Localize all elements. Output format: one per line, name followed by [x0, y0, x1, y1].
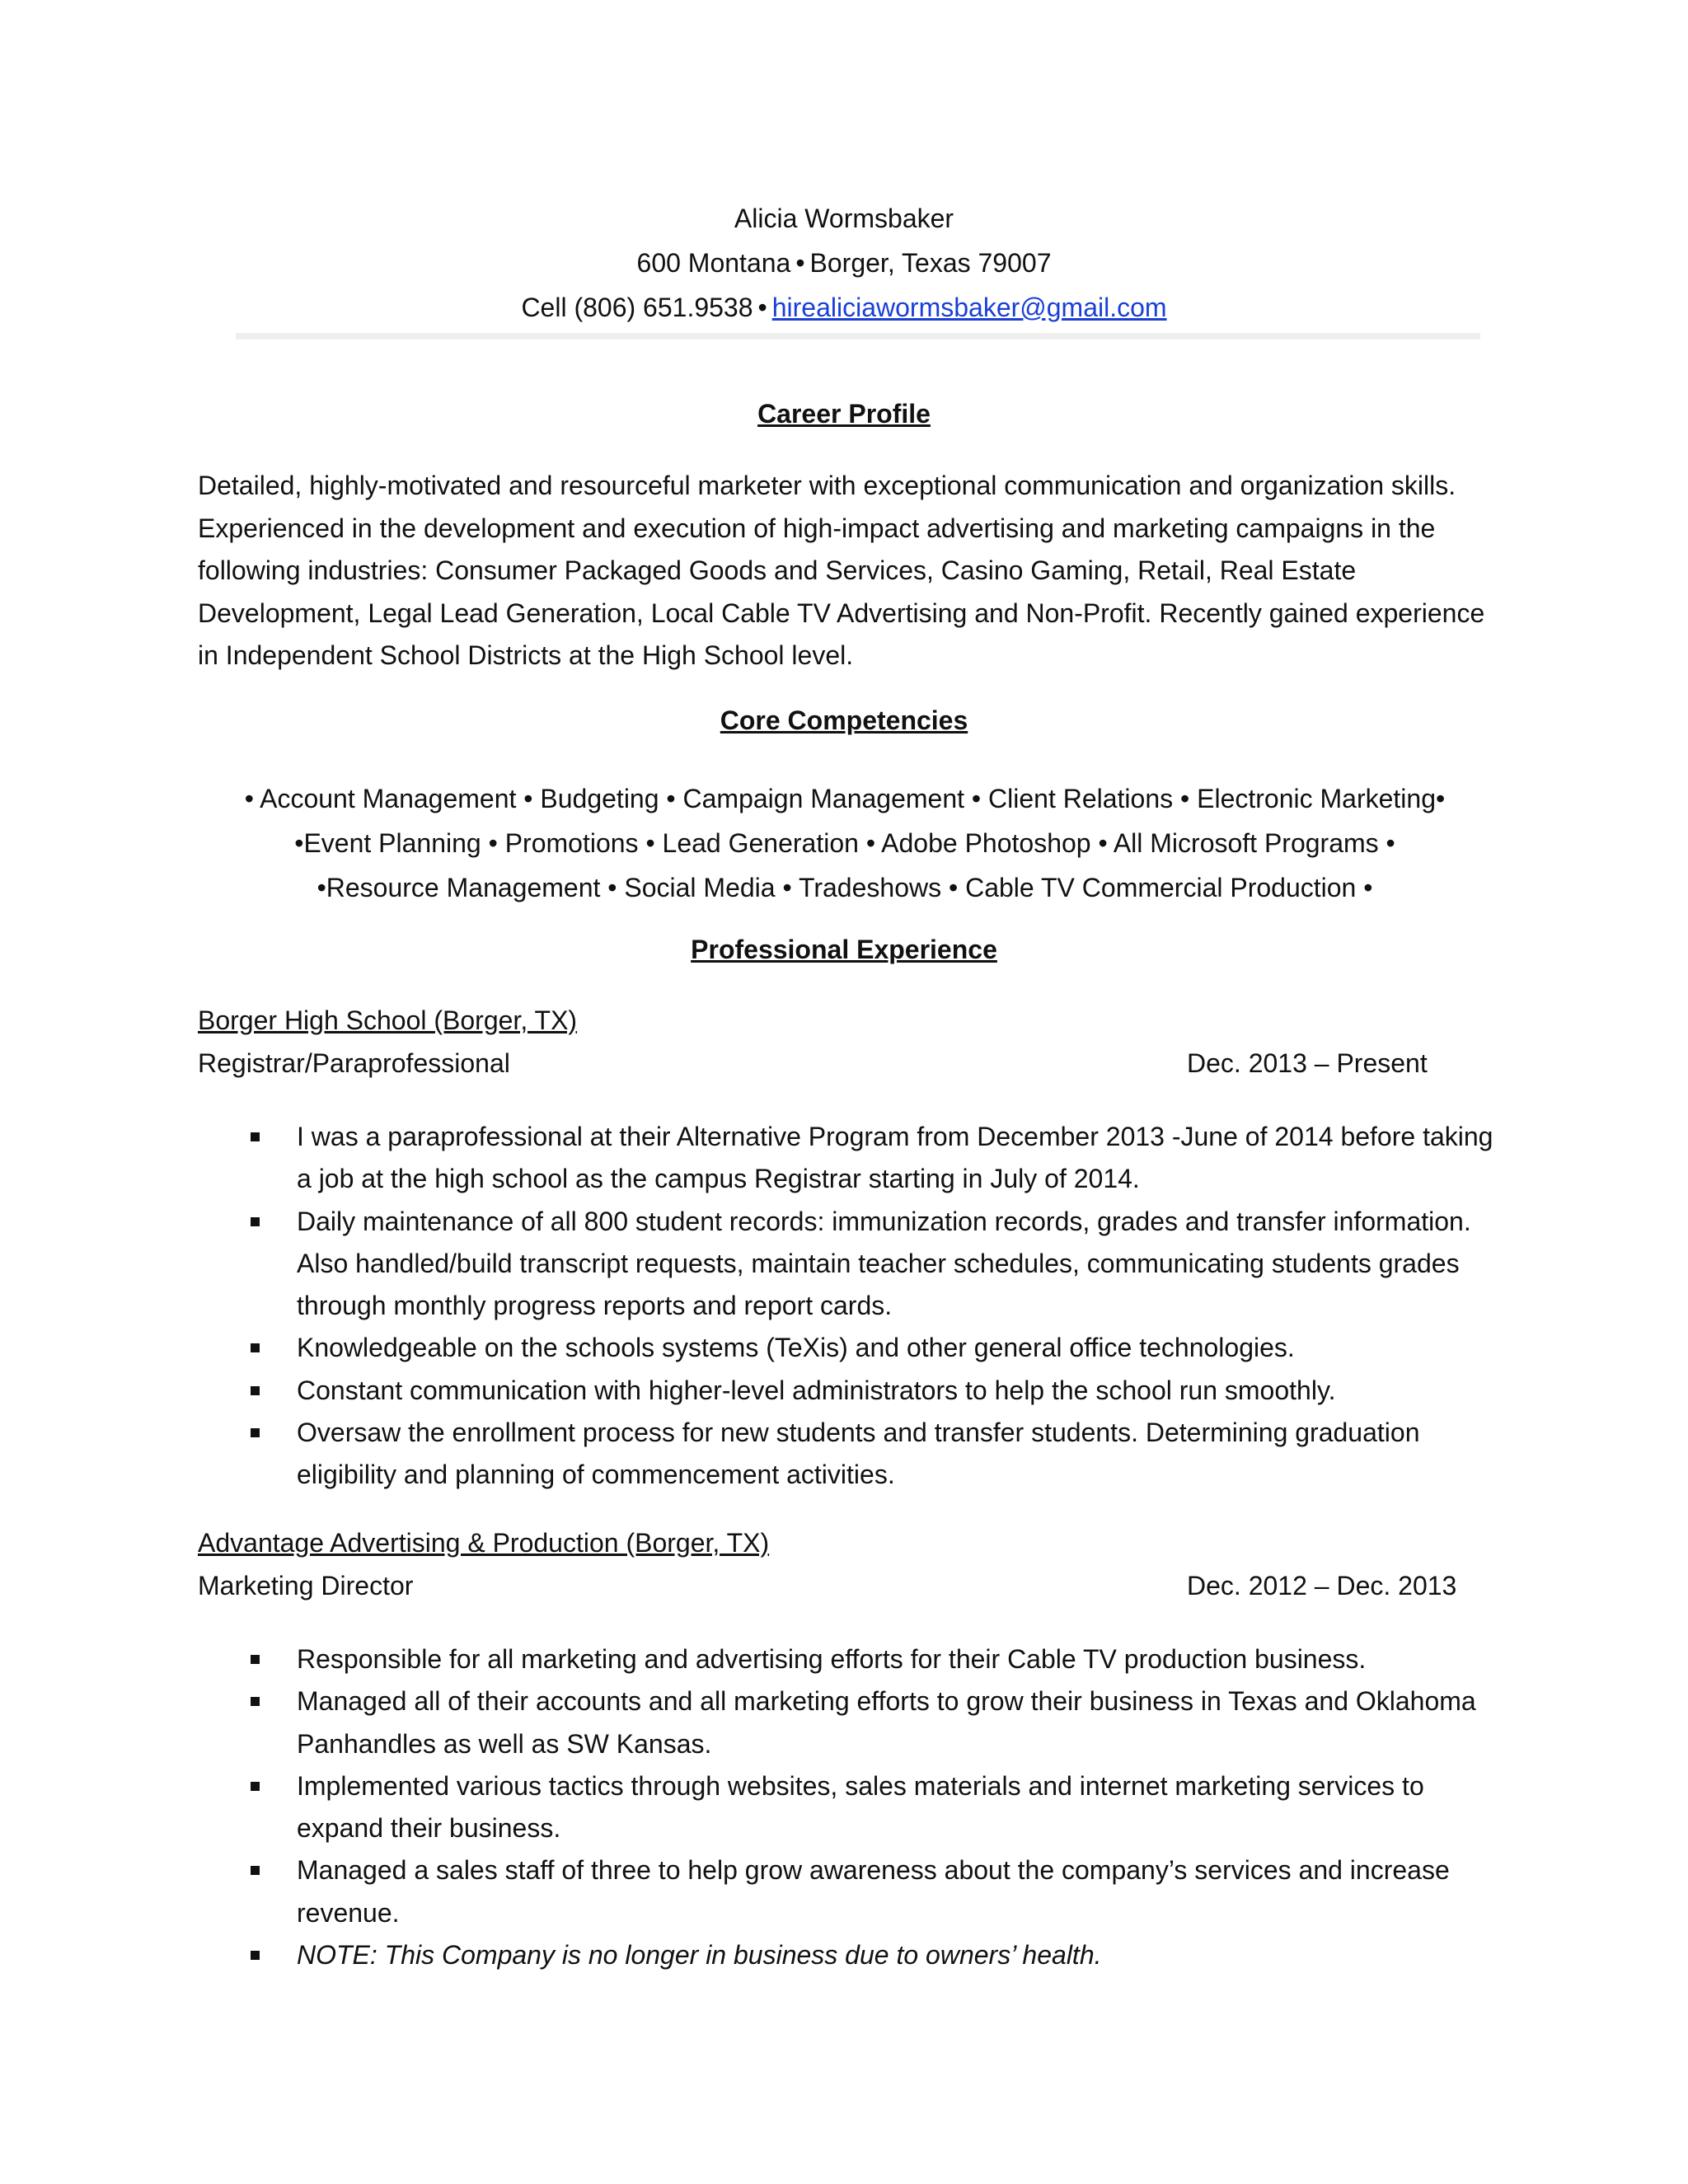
- duty-text: Oversaw the enrollment process for new students and transfer students. Determining graduation eligibility and planning of commencement activities.: [297, 1418, 1420, 1490]
- note-text: NOTE: This Company is no longer in business due to owners’ health.: [297, 1940, 1102, 1971]
- duty-text: Knowledgeable on the schools systems (TeXis) and other general office technologies.: [297, 1333, 1295, 1363]
- contact-header: [0, 196, 1688, 330]
- list-item: [244, 1765, 1497, 1850]
- competencies-line: •Resource Management • Social Media • Tradeshows • Cable TV Commercial Production •: [316, 873, 1373, 902]
- career-profile-heading: Career Profile: [757, 399, 931, 429]
- address-city: Borger, Texas 79007: [809, 248, 1052, 278]
- list-item: [244, 1849, 1497, 1934]
- square-bullet-icon: [251, 1697, 260, 1706]
- phone-number: Cell (806) 651.9538: [521, 293, 753, 322]
- duty-text: Managed all of their accounts and all marketing efforts to grow their business in Texas and Oklahoma Panhandles as well as SW Kansas.: [297, 1686, 1476, 1759]
- core-competencies-heading: Core Competencies: [720, 705, 968, 735]
- list-item: [244, 1116, 1497, 1201]
- duty-text: Constant communication with higher-level administrators to help the school run smoothly.: [297, 1375, 1336, 1405]
- list-item: [244, 1201, 1497, 1328]
- square-bullet-icon: [251, 1782, 260, 1791]
- list-item: [244, 1680, 1497, 1765]
- duty-text: Responsible for all marketing and advertising efforts for their Cable TV production business.: [297, 1644, 1367, 1674]
- competencies-list: [198, 776, 1492, 910]
- employer-name: Advantage Advertising & Production (Borger, TX): [198, 1528, 770, 1558]
- square-bullet-icon: [251, 1428, 260, 1437]
- career-profile-text: Detailed, highly-motivated and resourceful marketer with exceptional communication and organization skills. Experienced in the development and execution of high-impact advertising and marketing campaigns in the following industries: Consumer Packaged Goods and Services, Casino Gaming, Retail, Real Estate Development, Legal Lead Generation, Local Cable TV Advertising and Non-Profit. Recently gained experience in Independent School Districts at the High School level.: [198, 471, 1485, 670]
- square-bullet-icon: [251, 1217, 260, 1226]
- square-bullet-icon: [251, 1343, 260, 1352]
- list-item: [244, 1412, 1497, 1497]
- professional-experience-heading: Professional Experience: [691, 935, 997, 964]
- list-item: [244, 1327, 1497, 1369]
- competencies-line: • Account Management • Budgeting • Campaign Management • Client Relations • Electronic Marketing•: [244, 784, 1446, 813]
- job-dates: Dec. 2013 – Present: [1187, 1048, 1428, 1078]
- address-street: 600 Montana: [636, 248, 791, 278]
- list-item: [244, 1370, 1497, 1412]
- address-line: [0, 241, 1688, 285]
- duty-text: Daily maintenance of all 800 student records: immunization records, grades and transfer information. Also handled/build transcript requests, maintain teacher schedules, communicating students grades through monthly progress reports and report cards.: [297, 1206, 1471, 1321]
- competencies-line: •Event Planning • Promotions • Lead Generation • Adobe Photoshop • All Microsoft Programs •: [294, 828, 1395, 858]
- list-item: [244, 1934, 1497, 1976]
- job-title: Marketing Director: [198, 1571, 414, 1601]
- header-divider: [236, 333, 1480, 340]
- email-link[interactable]: hirealiciawormsbaker@gmail.com: [771, 293, 1167, 322]
- contact-line: [0, 285, 1688, 330]
- employer-name: Borger High School (Borger, TX): [198, 1005, 578, 1035]
- square-bullet-icon: [251, 1866, 260, 1875]
- square-bullet-icon: [251, 1132, 260, 1141]
- duty-text: Implemented various tactics through websites, sales materials and internet marketing services to expand their business.: [297, 1770, 1424, 1844]
- separator-dot: •: [757, 293, 767, 322]
- candidate-name: Alicia Wormsbaker: [734, 204, 954, 233]
- job-title: Registrar/Paraprofessional: [198, 1048, 510, 1078]
- square-bullet-icon: [251, 1386, 260, 1395]
- list-item: [244, 1638, 1497, 1680]
- job-dates: Dec. 2012 – Dec. 2013: [1187, 1571, 1457, 1601]
- duty-text: I was a paraprofessional at their Alternative Program from December 2013 -June of 2014 before taking a job at the high school as the campus Registrar starting in July of 2014.: [297, 1122, 1493, 1194]
- square-bullet-icon: [251, 1951, 260, 1960]
- duty-text: Managed a sales staff of three to help grow awareness about the company’s services and increase revenue.: [297, 1855, 1450, 1928]
- square-bullet-icon: [251, 1655, 260, 1664]
- separator-dot: •: [795, 248, 805, 278]
- duties-list: [244, 1116, 1497, 1497]
- duties-list: [244, 1638, 1497, 1976]
